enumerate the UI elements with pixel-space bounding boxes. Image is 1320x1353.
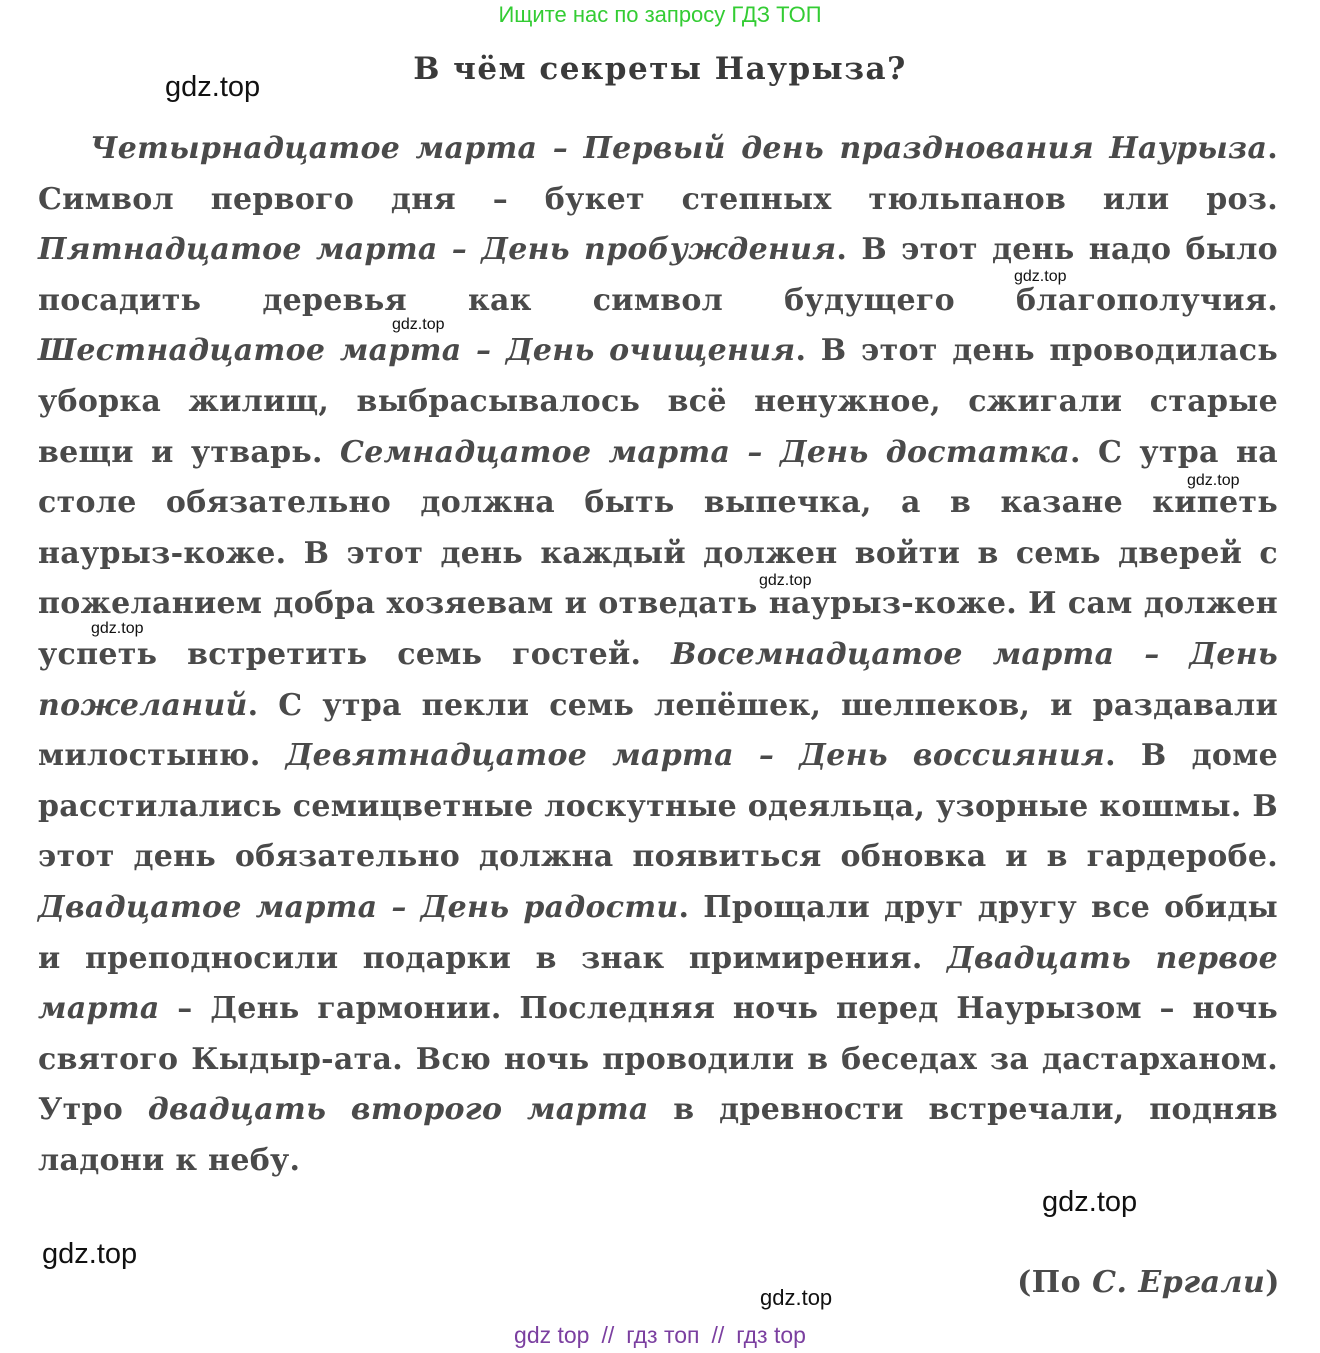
italic-phrase: Двадцать первое марта — [38, 940, 1278, 1027]
footer-separator: // — [601, 1322, 615, 1348]
text-run: . В этот день надо было посадить деревья как символ будущего благополучия. — [38, 232, 1278, 318]
italic-phrase: Пятнадцатое марта – День пробуждения — [38, 232, 837, 268]
banner-text: Ищите нас по запросу ГДЗ ТОП — [498, 2, 822, 27]
footer-link-gdz-top-mixed[interactable]: гдз top — [736, 1322, 806, 1348]
top-banner[interactable] — [0, 0, 1320, 30]
footer-separator: // — [711, 1322, 725, 1348]
page-title: В чём секреты Наурыза? — [413, 51, 907, 87]
source-attribution — [1017, 1258, 1280, 1308]
text-run: . С утра пекли семь лепёшек, шелпеков, и раздавали милостыню. — [38, 687, 1278, 774]
watermark: gdz.top — [91, 620, 144, 637]
italic-phrase: Шестнадцатое марта – День очищения — [38, 333, 796, 369]
watermark: gdz.top — [1187, 472, 1240, 489]
source-prefix: (По — [1017, 1265, 1093, 1300]
source-author: С. Ергали — [1092, 1265, 1266, 1300]
footer-link-gdz-top[interactable]: gdz top — [514, 1322, 590, 1348]
main-paragraph — [38, 124, 1278, 1186]
italic-phrase: Двадцатое марта – День радости — [38, 889, 679, 925]
italic-phrase: Восемнадцатое марта – День пожеланий — [38, 636, 1278, 723]
watermark: gdz.top — [760, 1285, 833, 1310]
watermark: gdz.top — [42, 1238, 138, 1270]
text-run: – День гармонии. Последняя ночь перед Наурызом – ночь святого Кыдыр-ата. Всю ночь проводили в беседах за дастарханом. Утро — [38, 991, 1278, 1128]
italic-phrase: Семнадцатое марта – День достатка — [340, 434, 1070, 470]
footer-links — [0, 1318, 1320, 1352]
italic-phrase: Девятнадцатое марта – День воссияния — [285, 738, 1106, 774]
text-run: . В доме расстилались семицветные лоскутные одеяльца, узорные кошмы. В этот день обязательно должна появиться обновка и в гардеробе. — [38, 738, 1278, 875]
watermark: gdz.top — [392, 316, 445, 333]
watermark: gdz.top — [1042, 1186, 1138, 1218]
text-run: . С утра на столе обязательно должна быть выпечка, а в казане кипеть наурыз-коже. В этот день каждый должен войти в семь дверей с пожеланием добра хозяевам и отведать наурыз-коже. И сам должен успеть встретить семь гостей. — [38, 434, 1278, 672]
text-run: . Символ первого дня – букет степных тюльпанов или роз. — [38, 131, 1278, 217]
text-run: в древности встречали, подняв ладони к небу. — [38, 1092, 1278, 1178]
footer-link-gdz-top-ru[interactable]: гдз топ — [626, 1322, 700, 1348]
italic-phrase: двадцать второго марта — [147, 1092, 649, 1128]
italic-phrase: Четырнадцатое марта – Первый день празднования Наурыза — [90, 131, 1268, 166]
text-run: . В этот день проводилась уборка жилищ, выбрасывалось всё ненужное, сжигали старые вещи и утварь. — [38, 333, 1278, 470]
watermark: gdz.top — [165, 71, 261, 103]
source-suffix: ) — [1265, 1265, 1280, 1300]
text-run: . Прощали друг другу все обиды и преподносили подарки в знак примирения. — [38, 889, 1278, 976]
watermark: gdz.top — [759, 572, 812, 589]
watermark: gdz.top — [1014, 268, 1067, 285]
